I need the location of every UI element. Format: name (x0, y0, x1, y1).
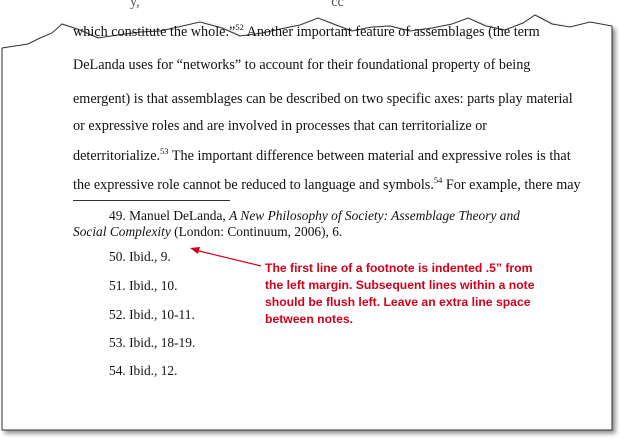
footnote-item: 52. Ibid., 10-11. (109, 307, 195, 322)
footnote-49-first-line: 49. Manuel DeLanda, A New Philosophy of Society: Assemblage Theory and (109, 208, 520, 223)
body-text-line: or expressive roles and are involved in processes that can territorialize or (73, 118, 488, 134)
body-text-line: which constitute the whole.”$^{52}$ Another important feature of assemblages (the term (73, 22, 540, 40)
annotation-line: the left margin. Subsequent lines within a note (265, 278, 535, 292)
body-text-line: DeLanda uses for “networks” to account for their foundational property of being (73, 57, 531, 73)
footnote-separator (73, 200, 230, 201)
body-text-line: deterritorialize.$^{53}$ The important difference between material and expressive roles is that (73, 146, 571, 164)
annotation-line: The first line of a footnote is indented .5” from (265, 261, 533, 275)
annotation-line: should be flush left. Leave an extra line space (265, 295, 531, 309)
annotation-callout (265, 260, 585, 328)
footnote-item: 50. Ibid., 9. (109, 249, 171, 264)
footnote-item: 54. Ibid., 12. (109, 363, 178, 378)
annotation-line: between notes. (265, 312, 354, 326)
body-text-line: emergent) is that assemblages can be described on two specific axes: parts play material (73, 91, 573, 107)
body-text-line: the expressive role cannot be reduced to language and symbols.$^{54}$ For example, there may (73, 175, 581, 193)
footnote-49-second-line: Social Complexity (London: Continuum, 2006), 6. (73, 224, 343, 239)
footnote-item: 51. Ibid., 10. (109, 278, 178, 293)
clipped-text-remnant: y, cc (130, 0, 344, 10)
footnote-item: 53. Ibid., 18-19. (109, 335, 196, 350)
